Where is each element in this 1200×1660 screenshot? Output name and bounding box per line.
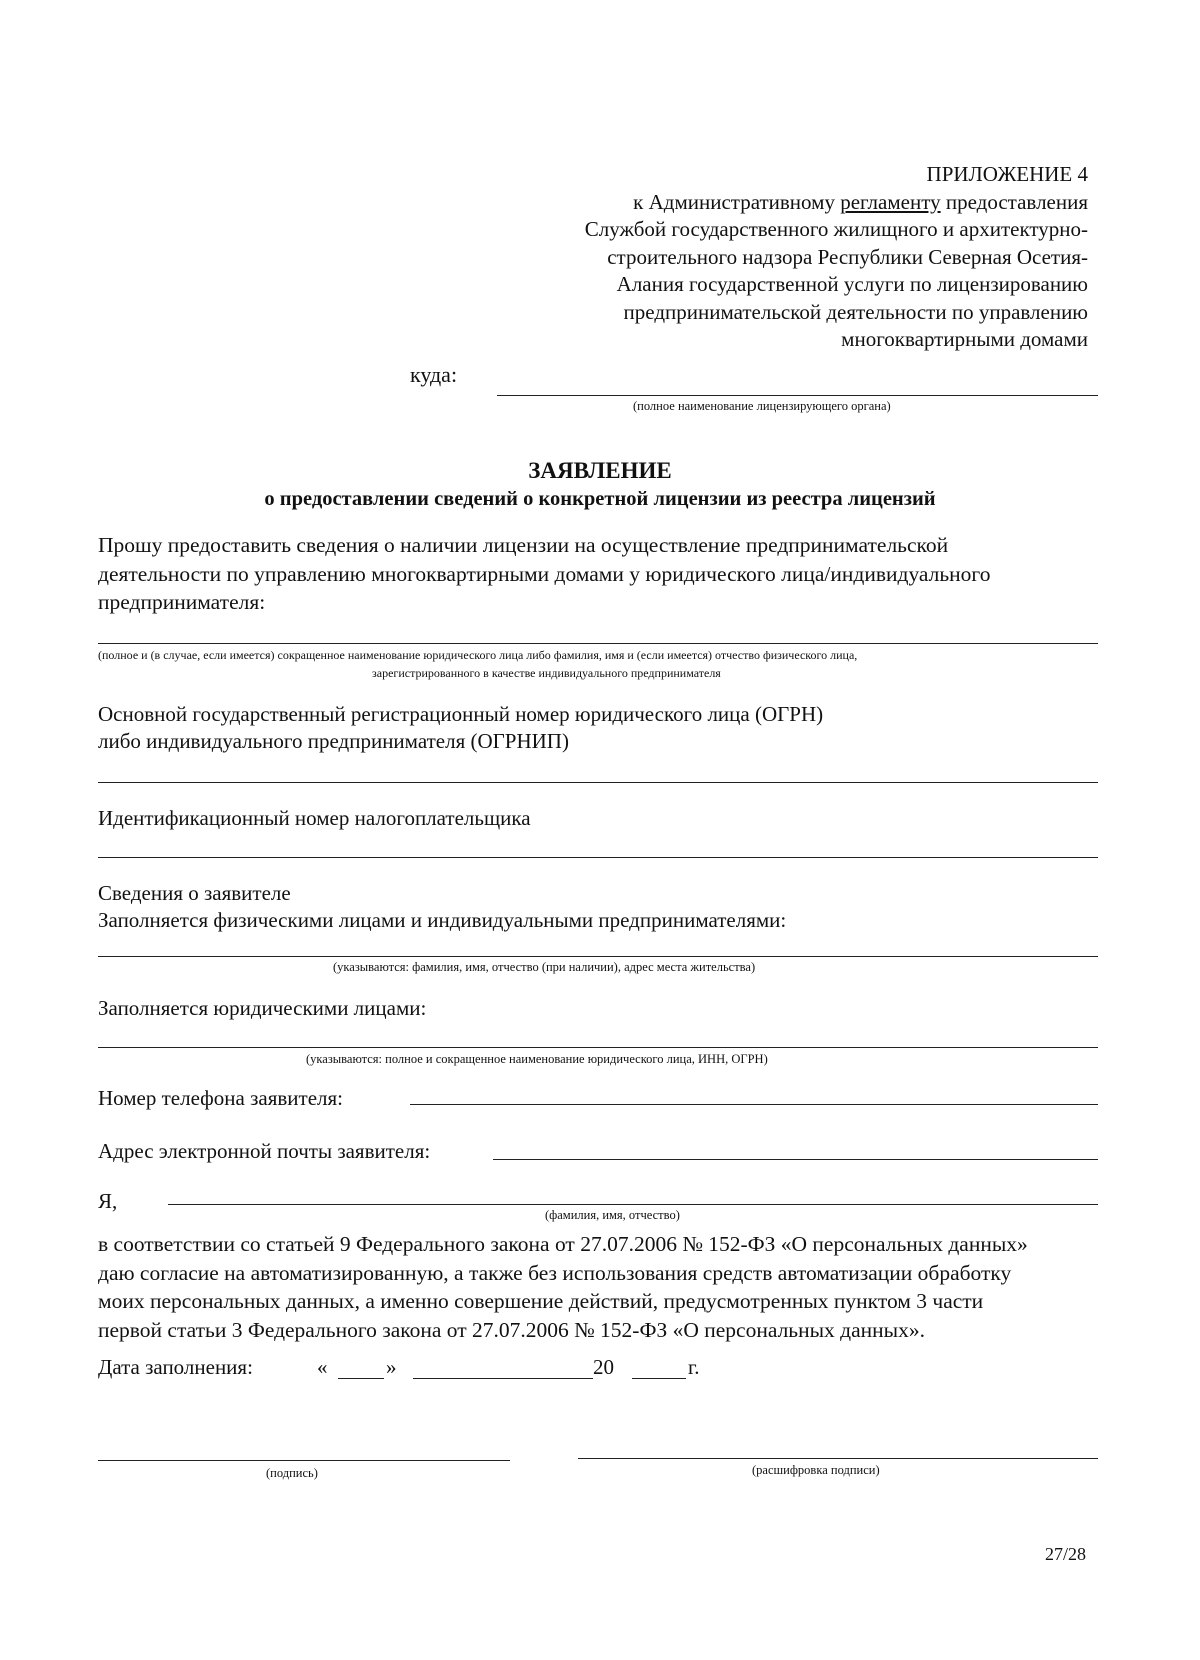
legal-label: Заполняется юридическими лицами: [98,996,427,1020]
page-number: 27/28 [1045,1544,1087,1564]
date-century: 20 [593,1355,614,1379]
inn-field[interactable] [98,857,1098,858]
appendix-header [585,161,1088,354]
consent-paragraph [98,1230,1088,1344]
legal-field[interactable] [98,1047,1098,1048]
applicant-heading: Сведения о заявителе [98,881,291,905]
consent-name-hint: (фамилия, имя, отчество) [545,1208,680,1222]
signature-decode-hint: (расшифровка подписи) [752,1463,880,1477]
signature-hint: (подпись) [266,1466,318,1480]
recipient-label: куда: [410,362,458,387]
regulation-link: регламенту [840,189,941,214]
individuals-label: Заполняется физическими лицами и индивидуальными предпринимателями: [98,908,787,932]
signature-field[interactable] [98,1460,510,1461]
consent-line-4: первой статьи 3 Федерального закона от 27.07.2006 № 152-ФЗ «О персональных данных». [98,1317,925,1342]
date-month-field[interactable] [413,1378,593,1379]
consent-line-2: даю согласие на автоматизированную, а также без использования средств автоматизации обработку [98,1260,1012,1285]
phone-field[interactable] [410,1104,1098,1105]
document-subtitle: о предоставлении сведений о конкретной лицензии из реестра лицензий [264,488,936,510]
ogrn-field[interactable] [98,782,1098,783]
signature-decode-field[interactable] [578,1458,1098,1459]
date-close-quote: » [386,1355,397,1379]
date-open-quote: « [317,1355,328,1379]
appendix-line-3: Службой государственного жилищного и архитектурно- [584,217,1088,241]
email-label: Адрес электронной почты заявителя: [98,1139,431,1163]
appendix-line-4: строительного надзора Республики Северная Осетия- [607,244,1088,269]
individuals-field[interactable] [98,956,1098,957]
consent-i-label: Я, [98,1189,118,1213]
recipient-hint: (полное наименование лицензирующего органа) [633,399,891,413]
date-day-field[interactable] [338,1378,384,1379]
appendix-line-2: к Административному регламенту предоставления [633,189,1088,214]
phone-label: Номер телефона заявителя: [98,1086,343,1110]
appendix-line-5: Алания государственной услуги по лицензированию [616,272,1088,296]
request-paragraph [98,531,1088,617]
inn-label: Идентификационный номер налогоплательщика [98,806,531,830]
consent-line-1: в соответствии со статьей 9 Федерального закона от 27.07.2006 № 152-ФЗ «О персональных данных» [98,1232,1028,1256]
entity-name-hint-1: (полное и (в случае, если имеется) сокращенное наименование юридического лица либо фамилия, имя и (если имеется) отчество физического лица, [98,648,858,662]
request-line-2: деятельности по управлению многоквартирными домами у юридического лица/индивидуального [98,561,991,586]
ogrn-label-1: Основной государственный регистрационный номер юридического лица (ОГРН) [98,702,824,726]
consent-name-field[interactable] [168,1204,1098,1205]
entity-name-field[interactable] [98,643,1098,644]
date-year-suffix: г. [688,1355,700,1379]
recipient-field[interactable] [497,395,1098,396]
appendix-line-7: многоквартирными домами [841,327,1088,351]
request-line-3: предпринимателя: [98,590,266,614]
date-year-field[interactable] [632,1378,686,1379]
entity-name-hint-2: зарегистрированного в качестве индивидуального предпринимателя [372,666,721,680]
document-title: ЗАЯВЛЕНИЕ [528,458,672,483]
consent-line-3: моих персональных данных, а именно совершение действий, предусмотренных пунктом 3 части [98,1289,984,1313]
ogrn-label-2: либо индивидуального предпринимателя (ОГРНИП) [98,729,569,753]
legal-hint: (указываются: полное и сокращенное наименование юридического лица, ИНН, ОГРН) [306,1052,768,1066]
appendix-line-6: предпринимательской деятельности по управлению [623,299,1088,324]
appendix-number: ПРИЛОЖЕНИЕ 4 [926,162,1088,186]
individuals-hint: (указываются: фамилия, имя, отчество (при наличии), адрес места жительства) [333,960,756,974]
email-field[interactable] [493,1159,1098,1160]
date-label: Дата заполнения: [98,1355,253,1379]
request-line-1: Прошу предоставить сведения о наличии лицензии на осуществление предпринимательской [98,533,949,557]
